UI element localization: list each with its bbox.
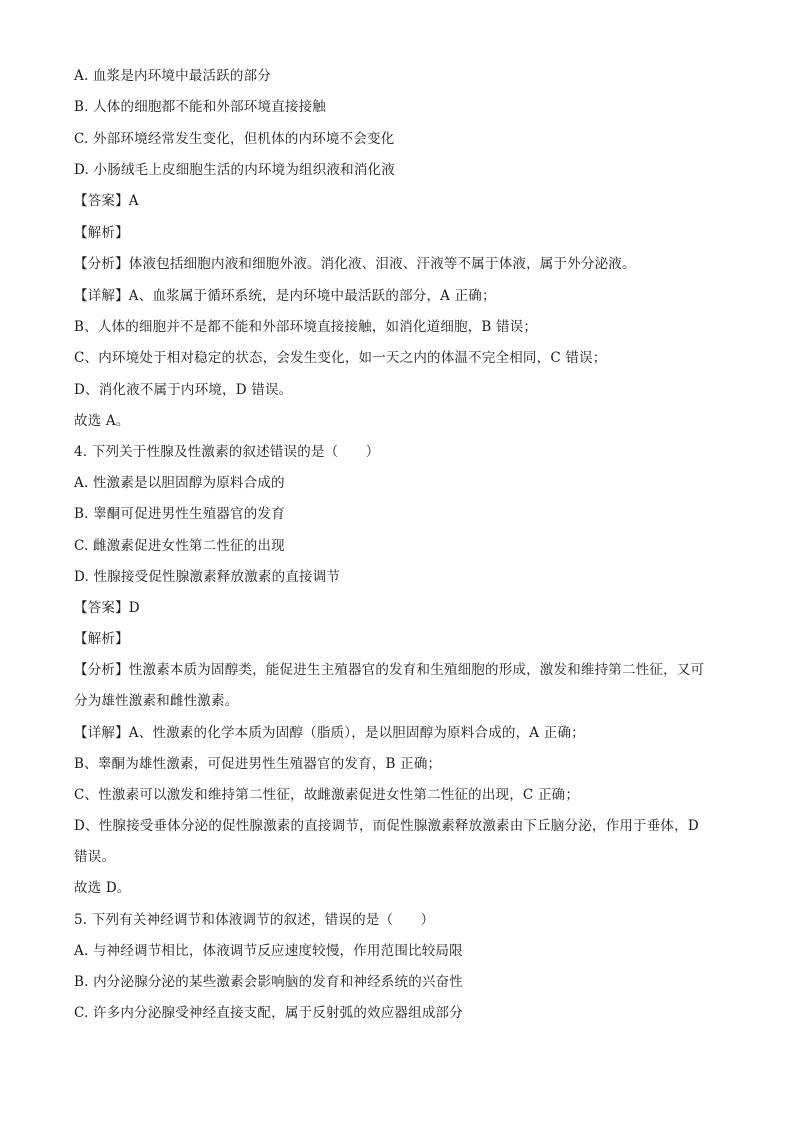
option-c-q3: C. 外部环境经常发生变化，但机体的内环境不会变化 <box>74 131 395 147</box>
analysis-text-q4: 【分析】性激素本质为固醇类，能促进生主殖器官的发育和生殖细胞的形成，激发和维持第二性征，又可 <box>74 662 705 678</box>
detail-c-q4: C、性激素可以激发和维持第二性征，故雌激素促进女性第二性征的出现，C 正确； <box>74 787 580 803</box>
option-a-q5: A. 与神经调节相比，体液调节反应速度较慢，作用范围比较局限 <box>74 943 463 959</box>
option-a-q4: A. 性激素是以胆固醇为原料合成的 <box>74 475 285 491</box>
question-5: 5. 下列有关神经调节和体液调节的叙述，错误的是（ ） <box>74 912 435 928</box>
detail-d-q3: D、消化液不属于内环境，D 错误。 <box>74 382 293 398</box>
analysis-text-q3: 【分析】体液包括细胞内液和细胞外液。消化液、泪液、汗液等不属于体液，属于外分泌液。 <box>74 256 636 272</box>
detail-b-q4: B、睾酮为雄性激素，可促进男性生殖器官的发育，B 正确； <box>74 756 442 772</box>
conclusion-q4: 故选 D。 <box>74 880 131 896</box>
option-c-q5: C. 许多内分泌腺受神经直接支配，属于反射弧的效应器组成部分 <box>74 1005 463 1021</box>
option-a-q3: A. 血浆是内环境中最活跃的部分 <box>74 68 272 84</box>
analysis-heading-q3: 【解析】 <box>74 225 129 241</box>
detail-b-q3: B、人体的细胞并不是都不能和外部环境直接接触，如消化道细胞，B 错误； <box>74 319 538 335</box>
answer-q4: 【答案】D <box>74 600 140 616</box>
detail-a-q4: 【详解】A、性激素的化学本质为固醇（脂质），是以胆固醇为原料合成的，A 正确； <box>74 725 585 741</box>
option-b-q3: B. 人体的细胞都不能和外部环境直接接触 <box>74 99 327 115</box>
option-d-q4: D. 性腺接受促性腺激素释放激素的直接调节 <box>74 569 341 585</box>
detail-a-q3: 【详解】A、血浆属于循环系统，是内环境中最活跃的部分，A 正确； <box>74 288 496 304</box>
detail-d-q4-cont: 错误。 <box>74 849 116 865</box>
answer-q3: 【答案】A <box>74 193 139 209</box>
question-4: 4. 下列关于性腺及性激素的叙述错误的是（ ） <box>74 444 380 460</box>
option-b-q5: B. 内分泌腺分泌的某些激素会影响脑的发育和神经系统的兴奋性 <box>74 974 464 990</box>
option-d-q3: D. 小肠绒毛上皮细胞生活的内环境为组织液和消化液 <box>74 162 395 178</box>
option-b-q4: B. 睾酮可促进男性生殖器官的发育 <box>74 506 285 522</box>
conclusion-q3: 故选 A。 <box>74 413 130 429</box>
analysis-heading-q4: 【解析】 <box>74 631 129 647</box>
detail-d-q4: D、性腺接受垂体分泌的促性腺激素的直接调节，而促性腺激素释放激素由下丘脑分泌，作用于垂体，D <box>74 818 699 834</box>
detail-c-q3: C、内环境处于相对稳定的状态，会发生变化，如一天之内的体温不完全相同，C 错误； <box>74 350 607 366</box>
option-c-q4: C. 雌激素促进女性第二性征的出现 <box>74 538 285 554</box>
analysis-text-q4-cont: 分为雄性激素和雌性激素。 <box>74 693 239 709</box>
